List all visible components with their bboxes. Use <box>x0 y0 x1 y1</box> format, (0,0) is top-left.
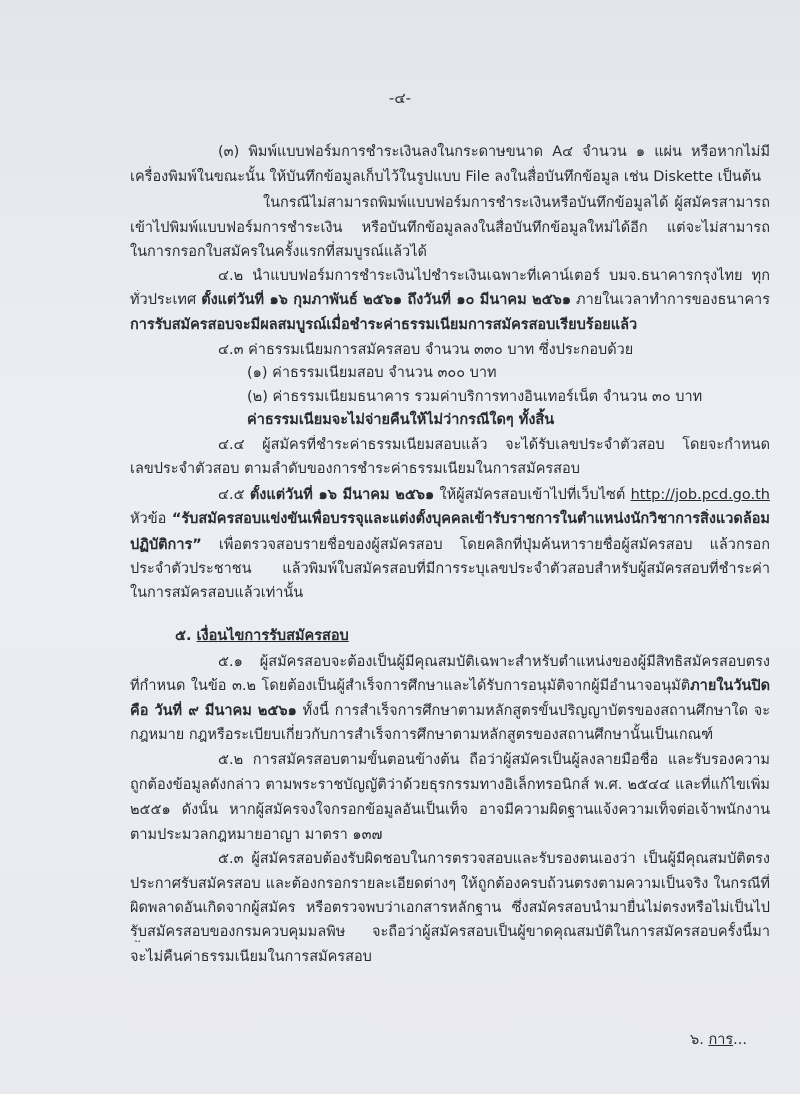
text-line <box>218 142 770 162</box>
text-segment: ในกรณีไม่สามารถพิมพ์แบบฟอร์มการชำระเงินหรือบันทึกข้อมูลได้ ผู้สมัครสามารถ <box>263 195 770 211</box>
text-segment: ๖. <box>690 1032 709 1048</box>
text-line <box>218 750 770 770</box>
text-segment: รับสมัครสอบของกรมควบคุมมลพิษ จะถือว่าผู้สมัครสอบเป็นผู้ขาดคุณสมบัติในการสมัครสอบครั้งนี้มา <box>130 924 770 940</box>
text-line <box>218 266 770 286</box>
text-line <box>130 725 713 745</box>
text-segment: เลขประจำตัวสอบ ตามลำดับของการชำระค่าธรรมเนียมในการสมัครสอบ <box>130 461 580 477</box>
text-line <box>130 874 770 894</box>
bold-text: ๕. <box>175 628 197 644</box>
text-segment: (๒) ค่าธรรมเนียมธนาคาร รวมค่าบริการทางอินเทอร์เน็ต จำนวน ๓๐ บาท <box>247 389 703 405</box>
text-line <box>130 315 637 335</box>
text-line <box>130 800 770 820</box>
text-segment: ผิดพลาดอันเกิดจากผู้สมัคร หรือตรวจพบว่าเอกสารหลักฐาน ซึ่งสมัครสอบนำมายื่นไม่ตรงหรือไม่เป็นไป <box>130 900 770 916</box>
text-segment: ถูกต้องข้อมูลดังกล่าว ตามพระราชบัญญัติว่าด้วยธุรกรรมทางอิเล็กทรอนิกส์ พ.ศ. ๒๕๔๔ และที่แก้ไขเพิ่ม <box>130 777 770 793</box>
website-link[interactable]: http://job.pcd.go.th <box>630 487 770 503</box>
text-segment: หัวข้อ <box>130 511 172 527</box>
bold-text: ตั้งแต่วันที่ ๑๖ กุมภาพันธ์ ๒๕๖๑ ถึงวันที่ ๑๐ มีนาคม ๒๕๖๑ <box>201 292 572 308</box>
text-segment: ทั้งนี้ การสำเร็จการศึกษาตามหลักสูตรขั้นปริญญาบัตรของสถานศึกษาใด จะ <box>302 703 770 719</box>
text-segment: ทั่วประเทศ <box>130 292 202 308</box>
text-segment: ... <box>733 1032 747 1048</box>
text-line <box>218 340 633 360</box>
text-segment: ให้ผู้สมัครสอบเข้าไปที่เว็บไซต์ <box>434 487 631 503</box>
text-segment: เพื่อตรวจสอบรายชื่อของผู้สมัครสอบ โดยคลิกที่ปุ่มค้นหารายชื่อผู้สมัครสอบ แล้วกรอก <box>218 537 770 553</box>
text-segment: เข้าไปพิมพ์แบบฟอร์มการชำระเงิน หรือบันทึกข้อมูลลงในสื่อบันทึกข้อมูลใหม่ได้อีก แต่จะไม่สามารถ <box>130 220 770 236</box>
text-segment: ๕.๓ ผู้สมัครสอบต้องรับผิดชอบในการตรวจสอบและรับรองตนเองว่า เป็นผู้มีคุณสมบัติตรง <box>218 851 770 867</box>
text-line <box>175 626 349 646</box>
text-line <box>218 849 770 869</box>
text-line <box>218 652 770 672</box>
text-line <box>130 218 770 238</box>
text-segment: (๑) ค่าธรรมเนียมสอบ จำนวน ๓๐๐ บาท <box>247 365 497 381</box>
text-line <box>130 559 770 579</box>
text-line <box>130 167 761 187</box>
text-segment: ๒๕๕๑ ดังนั้น หากผู้สมัครจงใจกรอกข้อมูลอันเป็นเท็จ อาจมีความผิดฐานแจ้งความเท็จต่อเจ้าพนักงาน <box>130 802 770 818</box>
text-line <box>130 701 770 721</box>
text-line <box>130 242 427 262</box>
text-segment: ภายในเวลาทำการของธนาคาร <box>571 292 770 308</box>
text-segment: การ <box>708 1032 734 1048</box>
text-line <box>218 435 770 455</box>
text-segment: ๔.๒ นำแบบฟอร์มการชำระเงินไปชำระเงินเฉพาะที่เคาน์เตอร์ บมจ.ธนาคารกรุงไทย ทุก <box>218 268 770 284</box>
bold-text: ค่าธรรมเนียมจะไม่จ่ายคืนให้ไม่ว่ากรณีใดๆ ทั้งสิ้น <box>247 412 555 428</box>
text-segment: (๓) พิมพ์แบบฟอร์มการชำระเงินลงในกระดาษขนาด A๔ จำนวน ๑ แผ่น หรือหากไม่มี <box>218 144 770 160</box>
text-line <box>130 947 372 967</box>
text-line <box>130 676 770 696</box>
bold-text: ปฏิบัติการ” <box>130 537 202 553</box>
bold-text: เงื่อนไขการรับสมัครสอบ <box>196 628 349 644</box>
bold-text: “รับสมัครสอบแข่งขันเพื่อบรรจุและแต่งตั้งบุคคลเข้ารับราชการในตำแหน่งนักวิชาการสิ่งแวดล้อม <box>171 511 770 527</box>
text-segment: ในการสมัครสอบแล้วเท่านั้น <box>130 585 304 601</box>
text-line <box>130 583 303 603</box>
text-line <box>247 387 702 407</box>
text-segment: ๔.๓ ค่าธรรมเนียมการสมัครสอบ จำนวน ๓๓๐ บาท ซึ่งประกอบด้วย <box>218 342 634 358</box>
text-line <box>247 410 554 430</box>
text-segment: ๕.๒ การสมัครสอบตามขั้นตอนข้างต้น ถือว่าผู้สมัครเป็นผู้ลงลายมือชื่อ และรับรองความ <box>218 752 770 768</box>
bold-text: ภายในวันปิด <box>690 678 770 694</box>
text-segment: ประจำตัวประชาชน แล้วพิมพ์ใบสมัครสอบที่มีการระบุเลขประจำตัวสอบสำหรับผู้สมัครสอบที่ชำระค่า <box>130 561 770 577</box>
bold-text: คือ วันที่ ๙ มีนาคม ๒๕๖๑ <box>130 703 297 719</box>
text-segment: ประกาศรับสมัครสอบ และต้องกรอกรายละเอียดต่างๆ ให้ถูกต้องครบถ้วนตรงตามความเป็นจริง ในกรณีที่ <box>130 876 770 892</box>
text-segment: ๔.๔ ผู้สมัครที่ชำระค่าธรรมเนียมสอบแล้ว จะได้รับเลขประจำตัวสอบ โดยจะกำหนด <box>218 437 770 453</box>
text-segment: เครื่องพิมพ์ในขณะนั้น ให้บันทึกข้อมูลเก็บไว้ในรูปแบบ File ลงในสื่อบันทึกข้อมูล เช่น Diskette เป็นต้น <box>130 169 762 185</box>
text-segment: จะไม่คืนค่าธรรมเนียมในการสมัครสอบ <box>130 949 372 965</box>
text-segment: ๔.๕ <box>218 487 250 503</box>
text-line <box>130 825 382 845</box>
text-segment: กฎหมาย กฎหรือระเบียบเกี่ยวกับการสำเร็จการศึกษาตามหลักสูตรของสถานศึกษานั้นเป็นเกณฑ์ <box>130 727 714 743</box>
page-number: -๔- <box>388 89 412 107</box>
text-line <box>130 922 770 942</box>
text-line <box>263 193 770 213</box>
text-line <box>130 509 770 529</box>
text-segment: ตามประมวลกฎหมายอาญา มาตรา ๑๓๗ <box>130 827 383 843</box>
text-line <box>218 485 770 505</box>
text-segment: ๕.๑ ผู้สมัครสอบจะต้องเป็นผู้มีคุณสมบัติเฉพาะสำหรับตำแหน่งของผู้มีสิทธิสมัครสอบตรง <box>218 654 770 670</box>
text-line <box>130 459 580 479</box>
bold-text: การรับสมัครสอบจะมีผลสมบูรณ์เมื่อชำระค่าธรรมเนียมการสมัครสอบเรียบร้อยแล้ว <box>130 317 638 333</box>
text-line <box>130 535 770 555</box>
text-line <box>130 775 770 795</box>
bold-text: ตั้งแต่วันที่ ๑๖ มีนาคม ๒๕๖๑ <box>249 487 435 503</box>
text-line <box>247 363 497 383</box>
text-segment: ในการกรอกใบสมัครในครั้งแรกที่สมบูรณ์แล้วได้ <box>130 244 427 260</box>
text-line <box>130 290 770 310</box>
text-segment: ที่กำหนด ในข้อ ๓.๒ โดยต้องเป็นผู้สำเร็จการศึกษาและได้รับการอนุมัติจากผู้มีอำนาจอนุมัติ <box>130 678 691 694</box>
text-line <box>130 898 770 918</box>
text-line <box>690 1030 747 1050</box>
